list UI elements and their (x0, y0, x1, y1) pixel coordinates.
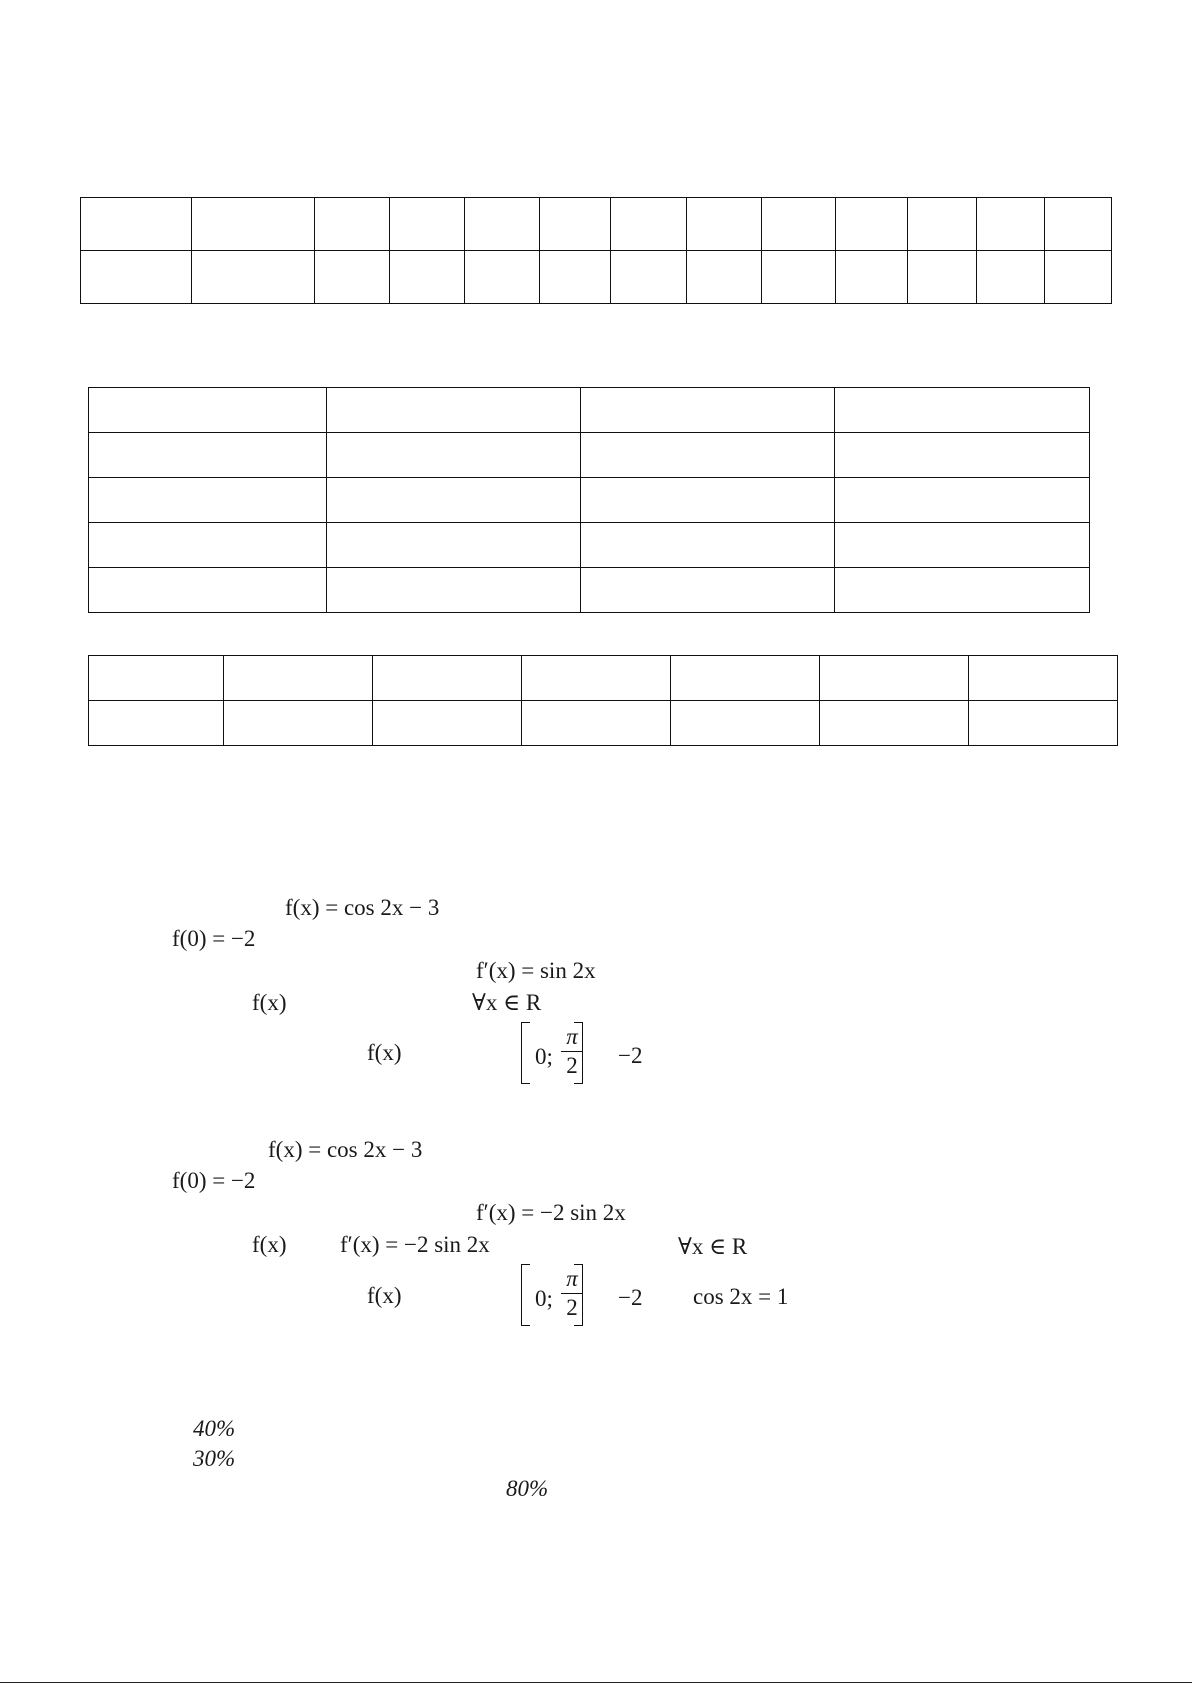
table-cell (977, 198, 1045, 251)
solution1-function-definition: f(x) = cos 2x − 3 (285, 895, 440, 920)
table-cell (835, 478, 1090, 523)
table-cell (192, 251, 315, 304)
table-cell (908, 251, 977, 304)
table-cell (390, 198, 465, 251)
page-bottom-rule (0, 1682, 1192, 1683)
table-cell (89, 568, 327, 613)
solution2-function-definition: f(x) = cos 2x − 3 (268, 1137, 423, 1162)
table-cell (671, 656, 820, 701)
table-cell (581, 568, 835, 613)
percentage-80: 80% (506, 1476, 549, 1501)
interval-fraction (561, 1266, 583, 1321)
table-row (89, 433, 1090, 478)
table-cell (327, 433, 581, 478)
fraction-denominator: 2 (566, 1295, 578, 1320)
table-cell (581, 478, 835, 523)
table-cell (89, 701, 224, 746)
solution2-fx-reference: f(x) (252, 1232, 287, 1257)
fraction-numerator: π (566, 1266, 578, 1291)
table-cell (820, 701, 969, 746)
solution1-fx-reference: f(x) (252, 990, 287, 1015)
table-cell (820, 656, 969, 701)
table-cell (1045, 198, 1112, 251)
table-cell (81, 251, 192, 304)
solution2-min-value: −2 (618, 1285, 643, 1310)
table-cell (836, 251, 908, 304)
fraction-numerator: π (566, 1024, 578, 1049)
percentage-40: 40% (193, 1416, 236, 1441)
table-cell (390, 251, 465, 304)
fraction-denominator: 2 (566, 1053, 578, 1078)
table-cell (315, 251, 390, 304)
table-row (89, 523, 1090, 568)
table-row (89, 478, 1090, 523)
table-cell (89, 523, 327, 568)
table-cell (687, 198, 762, 251)
table-cell (192, 198, 315, 251)
table-row (81, 251, 1112, 304)
solution1-f-at-zero: f(0) = −2 (172, 926, 256, 951)
interval-zero: 0; (535, 1044, 553, 1069)
table-cell (762, 251, 836, 304)
solution1-forall-x: ∀x ∈ R (472, 990, 542, 1015)
solution2-forall-x: ∀x ∈ R (678, 1234, 748, 1259)
table-cell (522, 701, 671, 746)
table-cell (89, 478, 327, 523)
table-cell (373, 701, 522, 746)
table-cell (315, 198, 390, 251)
table-cell (540, 251, 611, 304)
table-cell (835, 523, 1090, 568)
table-row (89, 656, 1118, 701)
interval-zero: 0; (535, 1286, 553, 1311)
interval-fraction (561, 1024, 583, 1079)
table-cell (327, 523, 581, 568)
answer-table-2 (88, 387, 1090, 613)
table-cell (89, 656, 224, 701)
table-cell (327, 388, 581, 433)
table-cell (835, 388, 1090, 433)
solution1-interval-bracket (521, 1022, 583, 1084)
table-cell (969, 656, 1118, 701)
table-cell (540, 198, 611, 251)
solution1-min-value: −2 (618, 1043, 643, 1068)
table-cell (1045, 251, 1112, 304)
table-cell (835, 568, 1090, 613)
table-cell (327, 478, 581, 523)
solution2-f-at-zero: f(0) = −2 (172, 1168, 256, 1193)
solution2-interval-bracket (521, 1264, 583, 1326)
table-cell (969, 701, 1118, 746)
table-cell (89, 433, 327, 478)
table-cell (224, 701, 373, 746)
table-row (89, 388, 1090, 433)
table-row (89, 701, 1118, 746)
table-cell (611, 251, 687, 304)
table-cell (465, 251, 540, 304)
table-row (81, 198, 1112, 251)
table-cell (836, 198, 908, 251)
table-cell (611, 198, 687, 251)
table-cell (373, 656, 522, 701)
table-cell (762, 198, 836, 251)
table-cell (581, 523, 835, 568)
table-cell (908, 198, 977, 251)
table-cell (327, 568, 581, 613)
table-cell (581, 433, 835, 478)
table-cell (465, 198, 540, 251)
answer-table-1 (80, 197, 1112, 304)
answer-table-3 (88, 655, 1118, 746)
solution2-derivative-inline: f′(x) = −2 sin 2x (340, 1232, 490, 1257)
table-cell (89, 388, 327, 433)
solution1-derivative: f′(x) = sin 2x (476, 958, 596, 983)
table-cell (224, 656, 373, 701)
table-row (89, 568, 1090, 613)
table-cell (81, 198, 192, 251)
table-cell (581, 388, 835, 433)
solution2-fx-reference-2: f(x) (367, 1283, 402, 1308)
percentage-30: 30% (193, 1446, 236, 1471)
table-cell (835, 433, 1090, 478)
solution1-fx-reference-2: f(x) (367, 1040, 402, 1065)
table-cell (977, 251, 1045, 304)
table-cell (671, 701, 820, 746)
solution2-condition: cos 2x = 1 (693, 1284, 789, 1309)
solution2-derivative: f′(x) = −2 sin 2x (476, 1200, 626, 1225)
table-cell (522, 656, 671, 701)
table-cell (687, 251, 762, 304)
